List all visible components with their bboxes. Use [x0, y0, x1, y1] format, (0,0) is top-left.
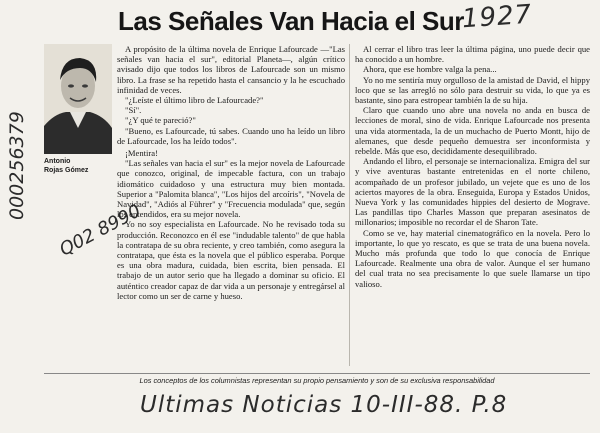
- paragraph: Al cerrar el libro tras leer la última página, uno puede decir que ha conocido a un hombre.: [355, 44, 590, 65]
- author-caption: [44, 157, 114, 175]
- paragraph: Andando el libro, el personaje se internacionaliza. Emigra del sur y vive aventuras bastante entretenidas en el norte chileno, acompañado de un profesor jubilado, un vejete que es uno de los aciertos mayores de la obra. Enseguida, Europa y Estados Unidos, Nueva York y las comunidades hippies del desierto de Mograve. Las pandillas tipo Charles Masson que preparan asesinatos de millonarios; imposible no recordar el de Sharon Tate.: [355, 156, 590, 228]
- handwritten-reference-code: Q02 8990: [56, 200, 145, 261]
- author-first-name: Antonio: [44, 158, 71, 165]
- paragraph: "¿Leíste el último libro de Lafourcade?": [125, 95, 264, 106]
- column-2: [355, 44, 590, 289]
- paragraph: Yo no soy especialista en Lafourcade. No he revisado toda su producción. Reconozco en él ese "indudable talento" de que habla la contratapa de su obra reciente, y creo también, como asegura la contratapa, que ésta es la novela que el público esperaba. Porque es una obra madura, cuidada, bien escrita, bien pensada. El trabajo de un autor serio que ha llegado a dominar su oficio. El auténtico creador capaz de dar vida a un personaje y entregársel al lector como un ser de carne y hueso.: [117, 219, 345, 301]
- paragraph: A propósito de la última novela de Enrique Lafourcade —"Las señales van hacia el sur", editorial Planeta—, algún crítico avisado dijo que todos los libros de Lafourcade son un mismo libro. La frase se ha repetido hasta el cansancio y la he escuchado infinidad de veces.: [117, 44, 345, 95]
- author-portrait-icon: [44, 44, 112, 154]
- handwritten-source-note: Ultimas Noticias 10-III-88. P.8: [140, 392, 508, 418]
- column-divider: [349, 44, 350, 366]
- author-last-name: Rojas Gómez: [44, 167, 89, 174]
- paragraph: "Sí".: [125, 105, 142, 116]
- handwritten-year: 1927: [461, 0, 534, 35]
- paragraph: Yo no me sentiría muy orgulloso de la amistad de David, el hippy loco que se las arregló no sólo para destruir su vida, lo que ya es bastante, sino para estropear también la de su hija.: [355, 74, 590, 106]
- paragraph: Como se ve, hay material cinematográfico en la novela. Pero lo importante, lo que yo rescato, es que se trata de una buena novela. Mucho más profunda que todo lo que conocía de Enrique Lafourcade. Realmente una obra de valor. Aunque el ser humano del cual trata no sea precisamente lo que suele llamarse un tipo valioso.: [355, 227, 590, 289]
- column-1-bottom: [117, 148, 345, 301]
- paragraph: Claro que cuando uno abre una novela no anda en busca de lecciones de moral, sino de vida. Enrique Lafourcade nos presenta una vida atormentada, la de un muchacho de Puerto Montt, hijo de alemanes, que desde pequeño demuestra ser inconformista y rebelde. Más que eso, decididamente desequilibrado.: [355, 105, 590, 157]
- handwritten-archive-number: 000256379: [6, 111, 28, 220]
- paragraph: "Las señales van hacia el sur" es la mejor novela de Lafourcade que conozco, original, de impecable factura, con un trabajo idiomático cuidadoso y una estructura muy bien montada. Superior a "Palomita blanca", "Los hijos del arcoíris", "Novela de Navidad", "Adiós al Führer" y "Frecuencia modulada" que, según los entendidos, era su mejor novela.: [117, 158, 345, 220]
- paragraph: "Bueno, es Lafourcade, tú sabes. Cuando uno ha leído un libro de Lafourcade, los ha leído todos".: [117, 125, 345, 146]
- paragraph: "¿Y qué te pareció?": [125, 115, 196, 126]
- article-headline: Las Señales Van Hacia el Sur: [118, 6, 464, 36]
- columnist-disclaimer: Los conceptos de los columnistas representan su propio pensamiento y son de su exclusiva responsabilidad: [44, 373, 590, 385]
- author-photo: [44, 44, 112, 154]
- column-1-top: [117, 44, 345, 146]
- paragraph: ¡Mentira!: [125, 148, 158, 158]
- paragraph: Ahora, que ese hombre valga la pena...: [363, 64, 497, 75]
